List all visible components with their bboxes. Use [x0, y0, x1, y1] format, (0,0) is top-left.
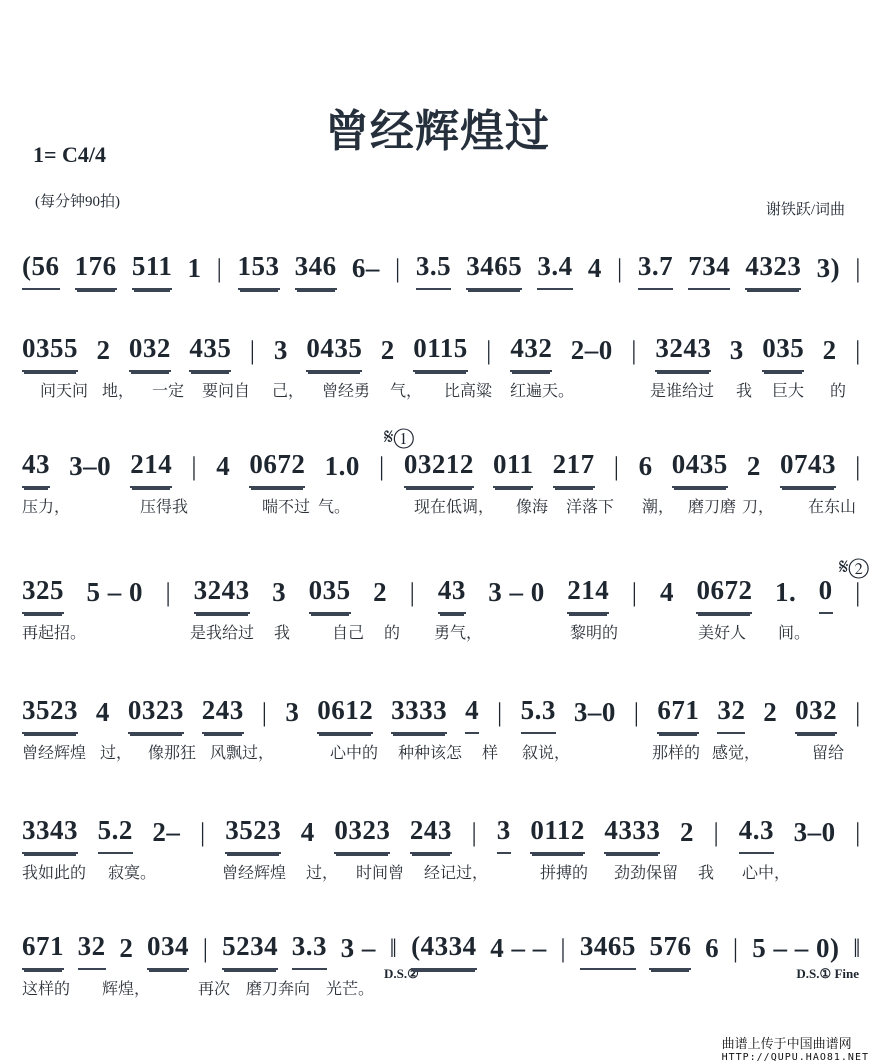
note-group: 325 — [22, 575, 64, 614]
lyric: 过， — [306, 863, 339, 882]
note-group: 034 — [147, 931, 189, 970]
note-group: 3–0 — [69, 451, 112, 481]
note-group: 0112 — [530, 815, 585, 854]
lyric: 自己 — [332, 623, 365, 642]
score-row-7 — [22, 926, 861, 998]
final-barline: ‖ — [853, 934, 861, 963]
note-group: 3465 — [580, 931, 636, 970]
note-group: 435 — [189, 333, 231, 372]
score-row-6 — [22, 810, 861, 882]
barline: | — [633, 698, 640, 727]
lyrics-line — [22, 620, 861, 642]
lyric: 心中， — [742, 863, 791, 882]
lyric: 巨大 — [772, 381, 805, 400]
note-group: 3) — [816, 253, 841, 283]
note-group: 0115 — [413, 333, 468, 372]
barline: | — [409, 578, 416, 607]
barline: | — [713, 818, 720, 847]
lyrics-line — [22, 494, 861, 516]
note-group: (4334 — [411, 931, 477, 970]
score-row-4 — [22, 554, 869, 642]
lyrics-line — [22, 860, 861, 882]
note-group: 0612 — [317, 695, 373, 734]
note-group: 346 — [295, 251, 337, 290]
note-group: 2 — [679, 817, 694, 847]
note-group: 32 — [717, 695, 745, 734]
note-group: 035 — [762, 333, 804, 372]
barline: | — [855, 578, 861, 607]
lyric: 心中的 — [330, 743, 379, 762]
score-row-5 — [22, 690, 861, 762]
lyric: 曾经辉煌 — [22, 743, 87, 762]
note-group: 153 — [238, 251, 280, 290]
note-group: 3243 — [194, 575, 250, 614]
lyric: 是谁给过 — [650, 381, 715, 400]
lyric: 经记过， — [424, 863, 489, 882]
lyric: 我如此的 — [22, 863, 87, 882]
note-group: 3465 — [466, 251, 522, 290]
lyric: 辉煌， — [102, 979, 151, 998]
barline: | — [378, 452, 385, 481]
note-group: 5 – 0 — [86, 577, 143, 607]
note-group: 4 — [300, 817, 315, 847]
note-group: 0 — [819, 575, 833, 614]
note-group: 3 — [729, 335, 744, 365]
lyric: 种种该怎 — [398, 743, 463, 762]
lyric: 劲劲保留 — [614, 863, 679, 882]
note-group: 3 – — [340, 933, 376, 963]
note-group: 3523 — [22, 695, 78, 734]
barline: | — [732, 934, 739, 963]
note-group: 0323 — [334, 815, 390, 854]
note-group: 5 – – 0) — [752, 933, 840, 963]
note-group: 3.4 — [537, 251, 572, 290]
note-group: 0435 — [672, 449, 728, 488]
double-barline: ‖ — [389, 934, 398, 963]
note-group: 671 — [22, 931, 64, 970]
notation-line — [22, 246, 861, 290]
lyric: 磨刀磨 — [688, 497, 737, 516]
notation-line — [22, 444, 861, 488]
note-group: 511 — [132, 251, 173, 290]
note-group: 2–0 — [570, 335, 613, 365]
lyric: 己， — [272, 381, 305, 400]
lyric: 喘不过 — [262, 497, 311, 516]
barline: | — [191, 452, 198, 481]
lyric: 曾经勇 — [322, 381, 371, 400]
lyric: 的 — [384, 623, 401, 642]
lyric: 再起招。 — [22, 623, 87, 642]
note-group: 43 — [438, 575, 466, 614]
site-watermark — [722, 1038, 869, 1064]
lyric: 我 — [736, 381, 753, 400]
watermark-text: 曲谱上传于中国曲谱网 — [721, 1037, 852, 1052]
lyric: 像海 — [516, 497, 549, 516]
note-group: 671 — [657, 695, 699, 734]
note-group: 0355 — [22, 333, 78, 372]
lyric: 潮， — [642, 497, 675, 516]
lyrics-line — [22, 378, 861, 400]
note-group: 243 — [202, 695, 244, 734]
note-group: 1. — [774, 577, 797, 607]
note-group: 2 — [119, 933, 134, 963]
barline: | — [855, 818, 861, 847]
note-group: 0743 — [780, 449, 836, 488]
barline: | — [261, 698, 268, 727]
note-group: 4 — [659, 577, 674, 607]
note-group: 3–0 — [573, 697, 616, 727]
lyric: 叙说， — [522, 743, 571, 762]
barline: | — [631, 578, 638, 607]
lyric: 间。 — [778, 623, 811, 642]
note-group: 2– — [152, 817, 181, 847]
lyric: 比高粱 — [444, 381, 493, 400]
note-group: 3.7 — [638, 251, 673, 290]
note-group: 3243 — [655, 333, 711, 372]
note-group: 6– — [351, 253, 380, 283]
note-group: 0672 — [696, 575, 752, 614]
barline: | — [394, 254, 401, 283]
note-group: 3 — [285, 697, 300, 727]
barline: | — [165, 578, 172, 607]
lyric: 地， — [102, 381, 135, 400]
barline: | — [855, 254, 861, 283]
note-group: 4 — [216, 451, 231, 481]
lyric: 红遍天。 — [510, 381, 575, 400]
note-group: 0672 — [249, 449, 305, 488]
barline: | — [616, 254, 623, 283]
segno-1-icon: 𝄋① — [384, 424, 415, 449]
lyric: 一定 — [152, 381, 185, 400]
note-group: 4333 — [604, 815, 660, 854]
lyric: 美好人 — [698, 623, 747, 642]
barline: | — [486, 336, 492, 365]
lyric: 寂寞。 — [108, 863, 157, 882]
note-group: 0323 — [128, 695, 184, 734]
score-row-3 — [22, 424, 861, 516]
note-group: 214 — [567, 575, 609, 614]
note-group: 3 – 0 — [488, 577, 545, 607]
note-group: 03212 — [404, 449, 474, 488]
note-group: 1 — [187, 253, 202, 283]
score-row-2 — [22, 328, 861, 400]
note-group: 035 — [309, 575, 351, 614]
barline: | — [249, 336, 256, 365]
lyric: 气， — [390, 381, 423, 400]
lyric: 现在低调， — [414, 497, 495, 516]
barline: | — [199, 818, 206, 847]
note-group: 4 — [587, 253, 602, 283]
barline: | — [855, 452, 861, 481]
notation-line — [22, 926, 861, 970]
lyricist-composer-credit: 谢铁跃/词曲 — [765, 202, 845, 218]
lyric: 留给 — [812, 743, 845, 762]
note-group: 5234 — [222, 931, 278, 970]
lyric: 像那狂 — [148, 743, 197, 762]
lyric: 的 — [830, 381, 847, 400]
note-group: 2 — [763, 697, 778, 727]
lyric: 勇气， — [434, 623, 483, 642]
barline: | — [216, 254, 223, 283]
note-group: 4 – – — [490, 933, 547, 963]
note-group: 2 — [380, 335, 395, 365]
lyric: 在东山 — [808, 497, 857, 516]
note-group: 1.0 — [324, 451, 360, 481]
lyric: 样 — [482, 743, 499, 762]
note-group: (56 — [22, 251, 60, 290]
note-group: 432 — [510, 333, 552, 372]
lyric: 压得我 — [140, 497, 189, 516]
note-group: 3.5 — [416, 251, 451, 290]
note-group: 0435 — [306, 333, 362, 372]
barline: | — [471, 818, 478, 847]
lyric: 问天问 — [40, 381, 89, 400]
note-group: 6 — [638, 451, 653, 481]
note-group: 3343 — [22, 815, 78, 854]
note-group: 3 — [272, 577, 287, 607]
note-group: 214 — [130, 449, 172, 488]
tempo-marking: (每分钟90拍) — [35, 194, 120, 210]
lyric: 压力， — [22, 497, 71, 516]
note-group: 032 — [795, 695, 837, 734]
lyric: 要问自 — [202, 381, 251, 400]
note-group: 3–0 — [793, 817, 836, 847]
barline: | — [631, 336, 637, 365]
note-group: 243 — [410, 815, 452, 854]
score-row-1 — [22, 246, 861, 290]
lyric: 黎明的 — [570, 623, 619, 642]
note-group: 6 — [705, 933, 720, 963]
lyric: 这样的 — [22, 979, 71, 998]
note-group: 43 — [22, 449, 50, 488]
note-group: 3 — [273, 335, 288, 365]
note-group: 576 — [649, 931, 691, 970]
lyric: 风飘过， — [210, 743, 275, 762]
note-group: 011 — [493, 449, 534, 488]
lyric: 过， — [100, 743, 133, 762]
note-group: 4.3 — [739, 815, 774, 854]
lyric: 时间曾 — [356, 863, 405, 882]
ds-2-marking: D.S.② — [384, 966, 419, 981]
note-group: 2 — [746, 451, 761, 481]
note-group: 4 — [95, 697, 110, 727]
notation-line — [22, 810, 861, 854]
segno-2-icon: 𝄋② — [838, 554, 869, 579]
lyric: 我 — [274, 623, 291, 642]
barline: | — [202, 934, 209, 963]
note-group: 4323 — [745, 251, 801, 290]
notation-line — [22, 570, 861, 614]
song-title: 曾经辉煌过 — [325, 106, 550, 157]
note-group: 3333 — [391, 695, 447, 734]
lyric: 气。 — [318, 497, 351, 516]
lyric: 刀， — [742, 497, 775, 516]
barline: | — [855, 336, 861, 365]
barline: | — [613, 452, 620, 481]
note-group: 032 — [129, 333, 171, 372]
lyric: 是我给过 — [190, 623, 255, 642]
note-group: 2 — [96, 335, 111, 365]
note-group: 217 — [553, 449, 595, 488]
lyrics-line — [22, 740, 861, 762]
lyric: 洋落下 — [566, 497, 615, 516]
note-group: 5.2 — [98, 815, 133, 854]
barline: | — [497, 698, 503, 727]
note-group: 2 — [373, 577, 388, 607]
lyrics-line — [22, 976, 861, 998]
lyric: 拼搏的 — [540, 863, 589, 882]
watermark-url: HTTP://QUPU.HAO81.NET — [721, 1052, 869, 1063]
lyric: 磨刀奔向 — [246, 979, 311, 998]
lyric: 再次 — [198, 979, 231, 998]
note-group: 3.3 — [292, 931, 327, 970]
barline: | — [560, 934, 567, 963]
note-group: 5.3 — [521, 695, 556, 734]
note-group: 4 — [465, 695, 479, 734]
note-group: 3 — [497, 815, 511, 854]
key-signature: 1= C4/4 — [33, 142, 107, 167]
barline: | — [855, 698, 861, 727]
note-group: 176 — [75, 251, 117, 290]
note-group: 2 — [822, 335, 837, 365]
note-group: 3523 — [225, 815, 281, 854]
ds-1-fine-marking: D.S.① Fine — [796, 966, 859, 981]
notation-line — [22, 328, 861, 372]
note-group: 32 — [78, 931, 106, 970]
lyric: 那样的 — [652, 743, 701, 762]
lyric: 我 — [698, 863, 715, 882]
lyric: 感觉， — [712, 743, 761, 762]
lyric: 曾经辉煌 — [222, 863, 287, 882]
note-group: 734 — [688, 251, 730, 290]
notation-line — [22, 690, 861, 734]
lyric: 光芒。 — [326, 979, 375, 998]
